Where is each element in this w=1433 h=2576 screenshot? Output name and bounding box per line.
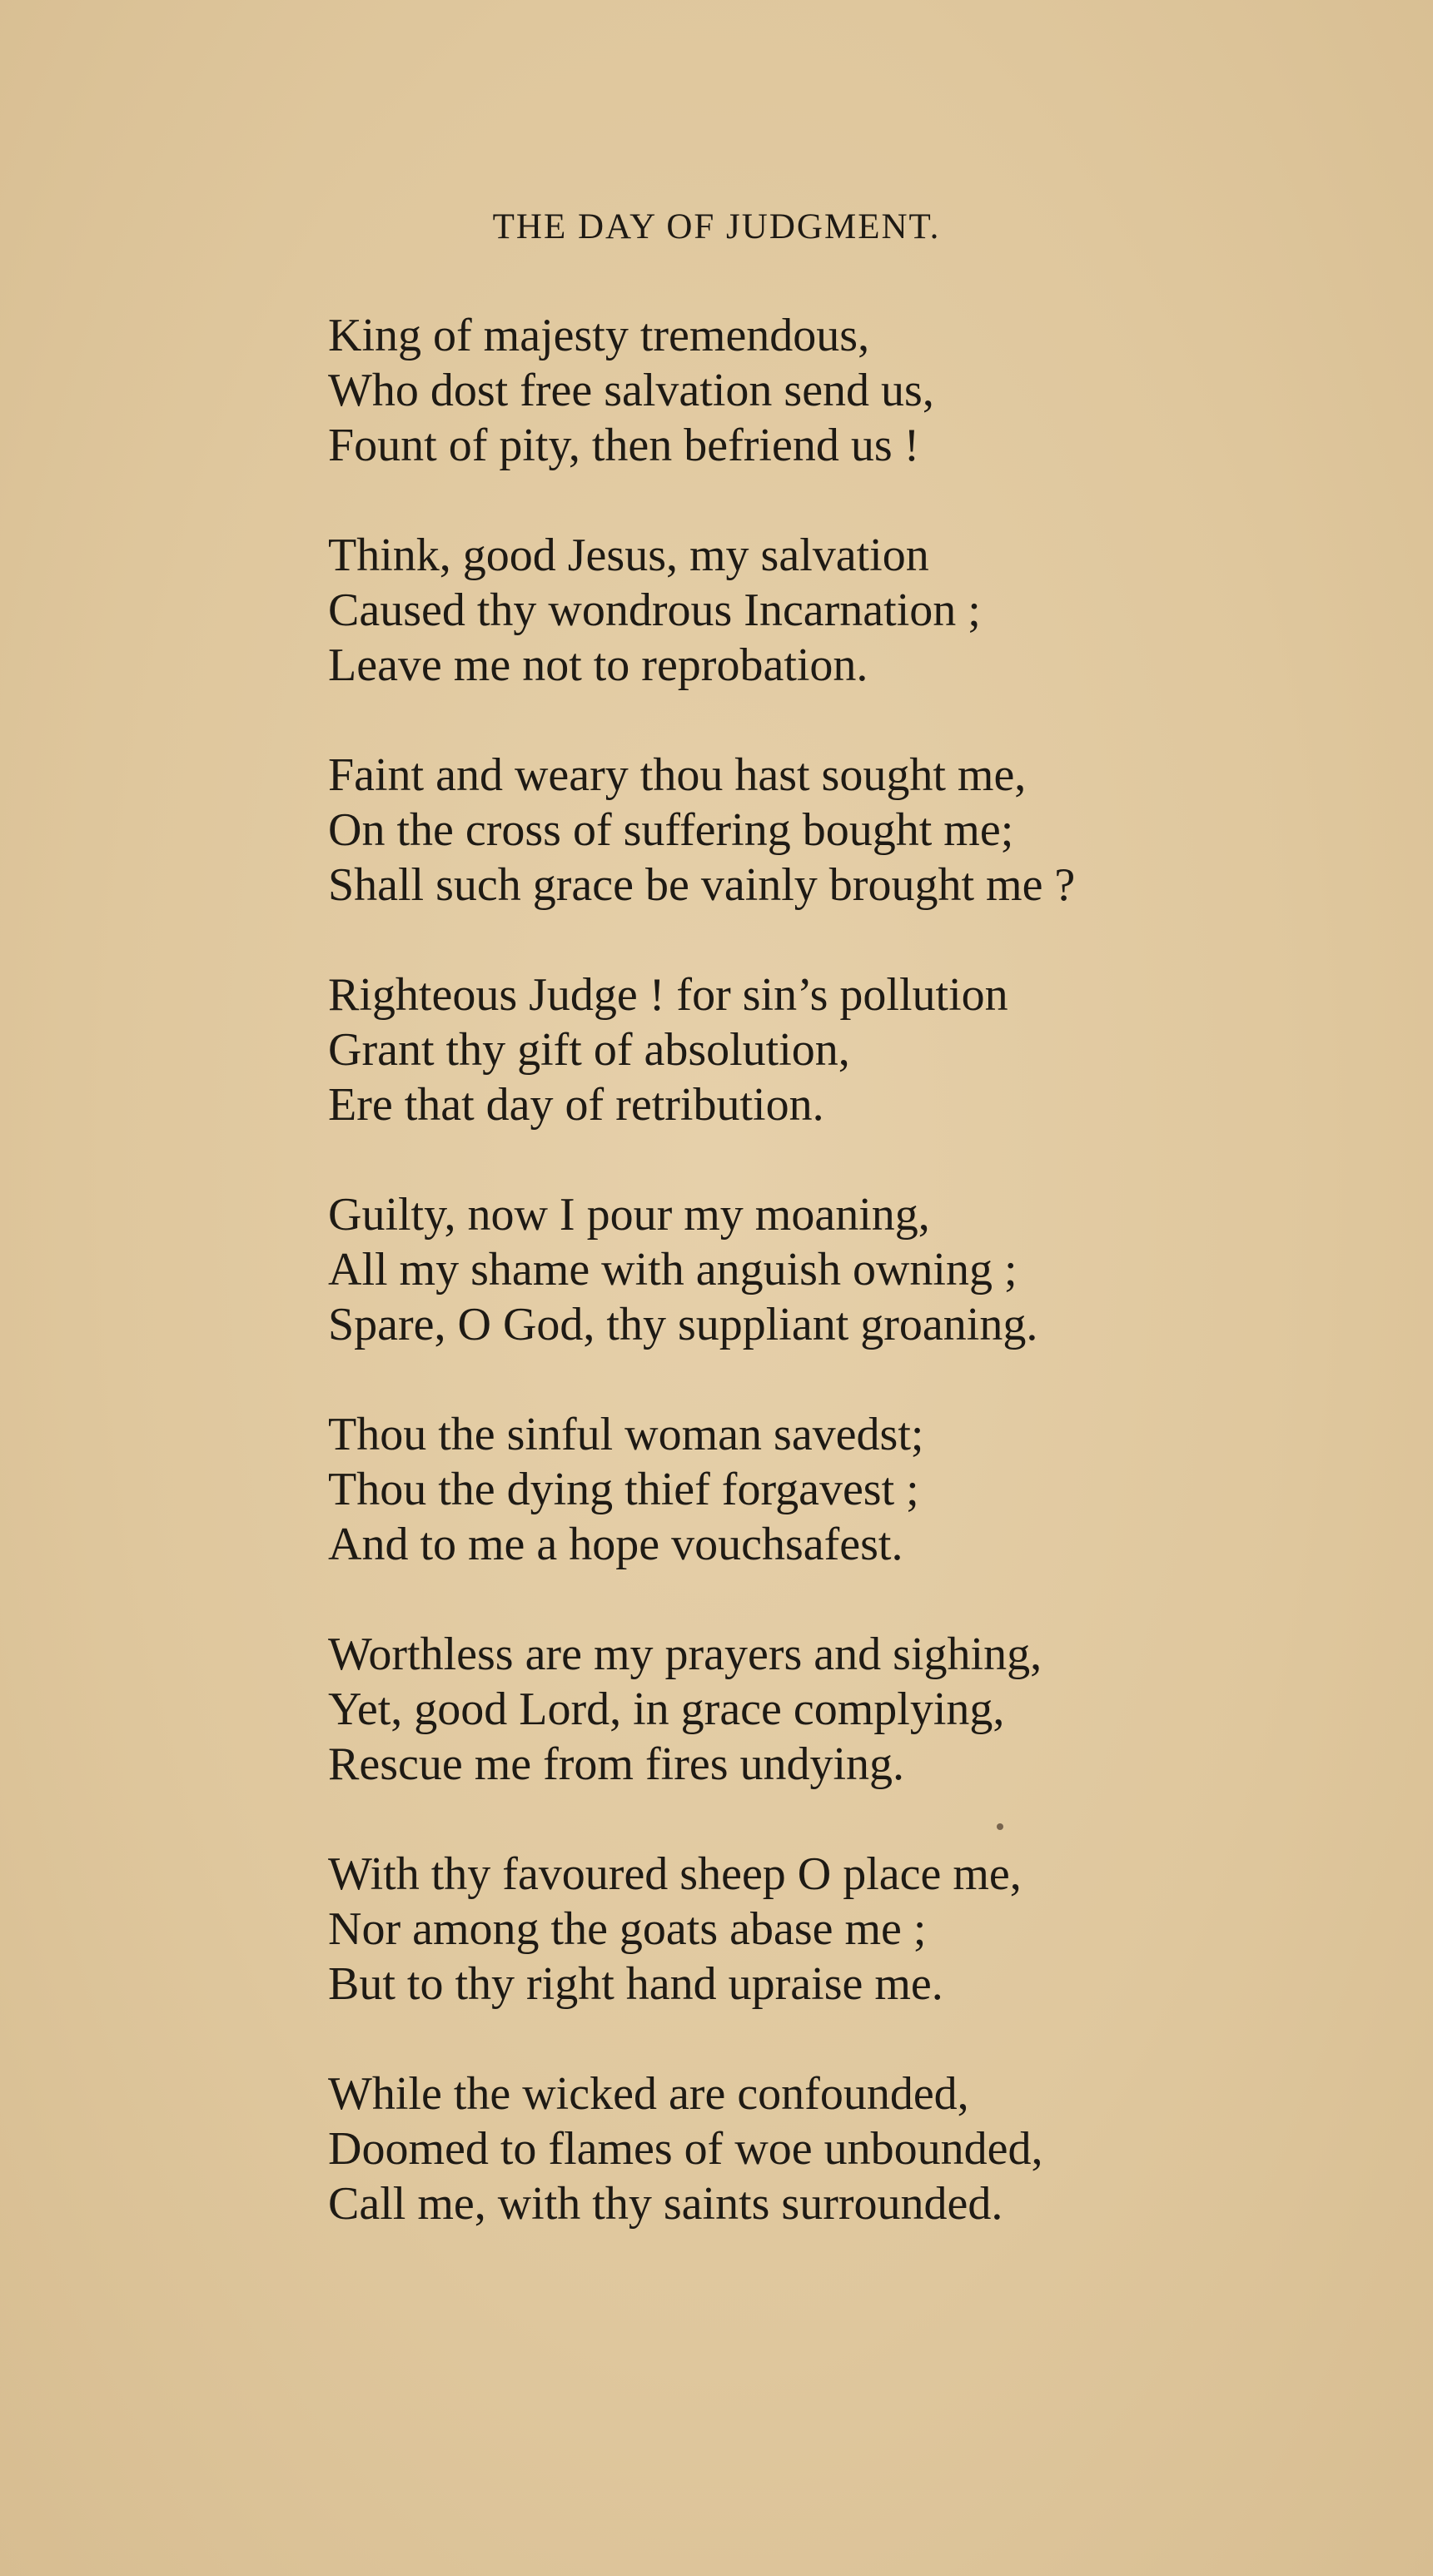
stanza-5 xyxy=(328,1187,1286,1352)
stanza-9 xyxy=(328,2066,1286,2231)
poem-line: Rescue me from fires undying. xyxy=(328,1738,905,1790)
poem-line: Doomed to flames of woe unbounded, xyxy=(328,2123,1043,2175)
poem-line: On the cross of suffering bought me; xyxy=(328,804,1014,856)
stanza-2 xyxy=(328,528,1286,693)
stanza-4 xyxy=(328,967,1286,1132)
poem-line: Spare, O God, thy suppliant groaning. xyxy=(328,1299,1038,1350)
ink-speck xyxy=(997,1823,1003,1830)
poem-line: Worthless are my prayers and sighing, xyxy=(328,1629,1042,1680)
stanza-8 xyxy=(328,1847,1286,2012)
poem-line: Think, good Jesus, my salvation xyxy=(328,530,929,581)
poem-line: Thou the sinful woman savedst; xyxy=(328,1409,924,1460)
poem-line: But to thy right hand upraise me. xyxy=(328,1958,943,2010)
poem-line: While the wicked are confounded, xyxy=(328,2068,969,2120)
poem-line: Righteous Judge ! for sin’s pollution xyxy=(328,969,1008,1021)
poem-line: Caused thy wondrous Incarnation ; xyxy=(328,584,981,636)
poem-line: King of majesty tremendous, xyxy=(328,310,870,361)
poem-line: Guilty, now I pour my moaning, xyxy=(328,1189,930,1241)
poem-line: With thy favoured sheep O place me, xyxy=(328,1848,1022,1900)
stanza-6 xyxy=(328,1407,1286,1572)
poem-line: Grant thy gift of absolution, xyxy=(328,1024,850,1076)
page-title: THE DAY OF JUDGMENT. xyxy=(492,207,941,246)
poem-line: Nor among the goats abase me ; xyxy=(328,1903,927,1955)
stanza-3 xyxy=(328,748,1286,913)
poem-line: Who dost free salvation send us, xyxy=(328,365,934,416)
stanza-1 xyxy=(328,308,1286,473)
poem xyxy=(328,308,1286,2286)
stanza-7 xyxy=(328,1627,1286,1792)
poem-line: Yet, good Lord, in grace complying, xyxy=(328,1683,1005,1735)
poem-line: All my shame with anguish owning ; xyxy=(328,1244,1018,1295)
poem-line: Fount of pity, then befriend us ! xyxy=(328,420,920,471)
poem-line: Shall such grace be vainly brought me ? xyxy=(328,859,1076,911)
poem-line: And to me a hope vouchsafest. xyxy=(328,1519,903,1570)
poem-line: Ere that day of retribution. xyxy=(328,1079,824,1131)
poem-line: Thou the dying thief forgavest ; xyxy=(328,1464,919,1515)
poem-line: Faint and weary thou hast sought me, xyxy=(328,749,1027,801)
poem-line: Call me, with thy saints surrounded. xyxy=(328,2178,1003,2230)
poem-line: Leave me not to reprobation. xyxy=(328,639,868,691)
